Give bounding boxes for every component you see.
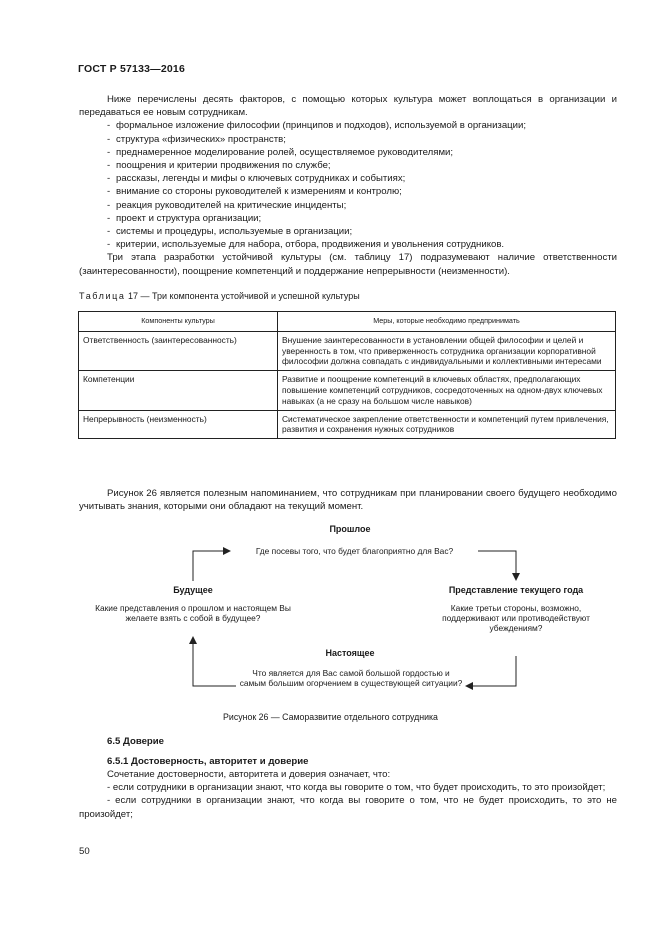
- list-item: - если сотрудники в организации знают, что когда вы говорите о том, что будет происходить, то это произойдет;: [107, 782, 606, 794]
- table-caption-rest: 17 — Три компонента устойчивой и успешной культуры: [125, 291, 360, 301]
- standard-header: ГОСТ Р 57133—2016: [78, 63, 186, 75]
- list-item: - формальное изложение философии (принципов и подходов), используемой в организации;: [107, 120, 527, 132]
- future-text: Какие представления о прошлом и настоящем Вы желаете взять с собой в будущее?: [95, 603, 291, 624]
- present-title: Настоящее: [325, 648, 375, 658]
- present-text: Что является для Вас самой большой гордостью и самым большим огорчением в существующей ситуации?: [239, 668, 463, 689]
- table-cell: Внушение заинтересованности в установлении общей философии и целей и уверенность в том, что приверженность сотрудника организации корпоративной философии должна совпадать с индивидуальными и коллективными интересами: [278, 331, 616, 370]
- arrow-current-to-present: [466, 656, 516, 686]
- list-item: - внимание со стороны руководителей к измерениям и контролю;: [107, 186, 402, 198]
- table-cell: Непрерывность (неизменность): [79, 410, 278, 439]
- table-cell: Компетенции: [79, 371, 278, 410]
- figure-caption: Рисунок 26 — Саморазвитие отдельного сотрудника: [223, 712, 438, 722]
- past-text: Где посевы того, что будет благоприятно для Вас?: [255, 546, 454, 556]
- list-item: - проект и структура организации;: [107, 212, 262, 224]
- page-number: 50: [79, 846, 90, 857]
- list-item: - реакция руководителей на критические инциденты;: [107, 199, 347, 211]
- list-item: - системы и процедуры, используемые в организации;: [107, 226, 353, 238]
- trust-block: [79, 768, 617, 821]
- list-item: - критерии, используемые для набора, отбора, продвижения и увольнения сотрудников.: [107, 239, 505, 251]
- list-item: - рассказы, легенды и мифы о ключевых сотрудниках и событиях;: [107, 173, 406, 185]
- figure-intro-text: Рисунок 26 является полезным напоминанием, что сотрудникам при планировании своего будущего необходимо учитывать знания, которыми они обладают на текущий момент.: [79, 488, 617, 513]
- arrow-future-to-past: [193, 551, 230, 581]
- column-header: Компоненты культуры: [79, 312, 278, 332]
- arrow-present-to-future: [193, 637, 236, 686]
- list-item: - поощрения и критерии продвижения по службе;: [107, 160, 331, 172]
- list-item: - преднамеренное моделирование ролей, осуществляемое руководителями;: [107, 146, 454, 158]
- subsection-heading: 6.5.1 Достоверность, авторитет и доверие: [107, 756, 309, 767]
- list-item: - структура «физических» пространств;: [107, 133, 286, 145]
- current-year-title: Представление текущего года: [448, 585, 584, 595]
- table-caption-prefix: Таблица: [79, 291, 126, 301]
- table-cell: Ответственность (заинтересованность): [79, 331, 278, 370]
- section-heading: 6.5 Доверие: [107, 736, 165, 747]
- closing-paragraph: Три этапа разработки устойчивой культуры (см. таблицу 17) подразумевают наличие ответственности (заинтересованности), поощрение компетенций и поддержание непрерывности (неизменности).: [79, 252, 617, 277]
- future-title: Будущее: [173, 585, 213, 595]
- intro-paragraph: Ниже перечислены десять факторов, с помощью которых культура может воплощаться в организации и передаваться ее новым сотрудникам.: [79, 94, 617, 119]
- table-cell: Развитие и поощрение компетенций в ключевых областях, предполагающих повышение компетенций сотрудников, сосредоточенных на одном-двух ключевых навыках (а не сразу на большом числе навыков): [278, 371, 616, 410]
- list-item: - если сотрудники в организации знают, что когда вы говорите о том, что не будет происходить, то это не произойдет;: [79, 795, 617, 820]
- current-year-text: Какие третьи стороны, возможно, поддерживают или противодействуют убеждениям?: [442, 603, 590, 634]
- past-title: Прошлое: [329, 524, 371, 534]
- table-cell: Систематическое закрепление ответственности и компетенций путем привлечения, развития и сохранения нужных сотрудников: [278, 410, 616, 439]
- arrow-past-to-current: [478, 551, 516, 580]
- trust-lead: Сочетание достоверности, авторитета и доверия означает, что:: [107, 769, 391, 780]
- column-header: Меры, которые необходимо предпринимать: [278, 312, 616, 332]
